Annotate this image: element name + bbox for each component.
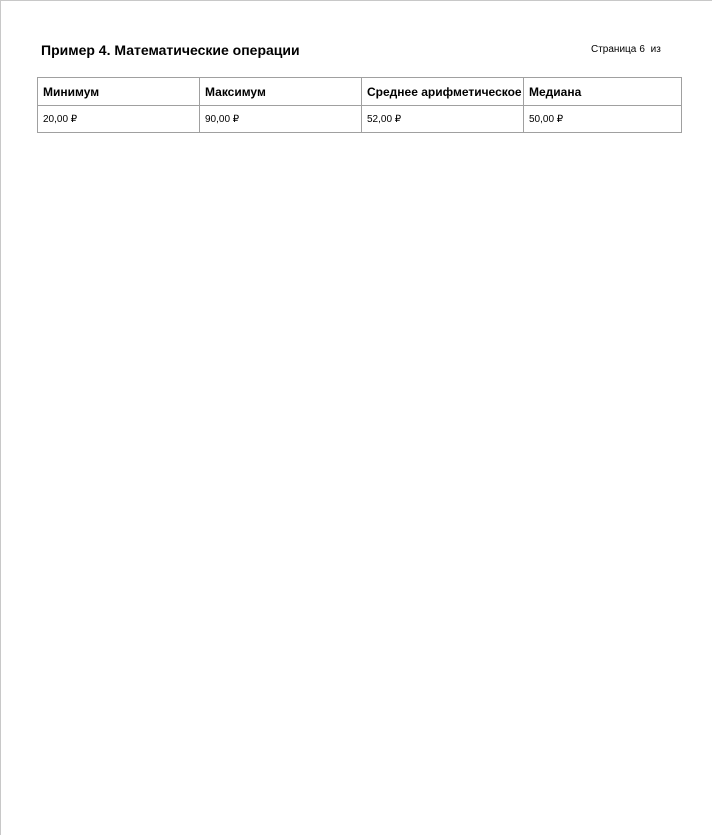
header-maximum: Максимум [200,78,362,106]
report-title: Пример 4. Математические операции [41,42,300,58]
table-header-row [38,78,682,106]
header-minimum: Минимум [38,78,200,106]
cell-average: 52,00 ₽ [362,106,524,133]
table-row [38,106,682,133]
statistics-table [37,77,682,133]
page-label: Страница [591,44,637,55]
header-median: Медиана [524,78,682,106]
cell-median: 50,00 ₽ [524,106,682,133]
page-of-label: из [650,44,661,55]
cell-minimum: 20,00 ₽ [38,106,200,133]
page-indicator [591,44,666,55]
page-number: 6 [639,44,645,55]
header-average: Среднее арифметическое [362,78,524,106]
cell-maximum: 90,00 ₽ [200,106,362,133]
